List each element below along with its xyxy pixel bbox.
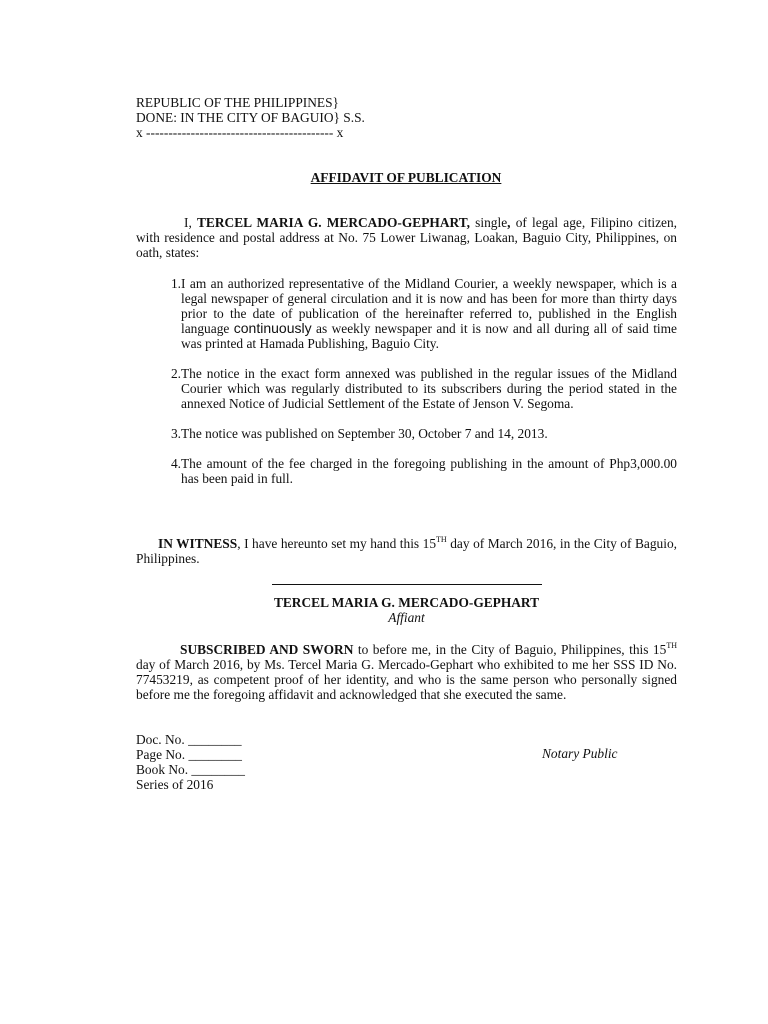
notarial-register	[136, 732, 245, 792]
list-item-number: 3.	[170, 426, 181, 441]
list-item-number: 4.	[170, 456, 181, 471]
intro-civil-status: single	[470, 215, 508, 230]
doc-number: Doc. No. ________	[136, 732, 242, 747]
list-item-text: The notice was published on September 30, October 7 and 14, 2013.	[181, 426, 548, 441]
intro-prefix: I,	[184, 215, 197, 230]
jurat-text: to before me, in the City of Baguio, Philippines, this 15	[353, 642, 667, 657]
witness-text-end: day of March 2016, in the City of Baguio, Philippines.	[136, 536, 677, 566]
list-item-text-part: I am an authorized representative of the Midland Courier, a weekly newspaper, which is a legal newspaper of general circulation and it is now and has been for more than thirty days prior to the date of publication of the hereinafter referred to, published in the English language	[181, 276, 677, 336]
jurat-ordinal: TH	[666, 641, 677, 650]
list-item-text	[181, 276, 677, 351]
list-item	[136, 456, 677, 486]
list-item	[136, 276, 677, 351]
header-line-republic: REPUBLIC OF THE PHILIPPINES}	[136, 95, 339, 110]
list-item-number: 2.	[170, 366, 181, 381]
document-header	[136, 95, 365, 140]
document-title: AFFIDAVIT OF PUBLICATION	[310, 170, 502, 185]
list-item	[136, 426, 677, 441]
intro-comma: ,	[507, 215, 511, 230]
book-number: Book No. ________	[136, 762, 245, 777]
list-item	[136, 366, 677, 411]
list-item-number: 1.	[170, 276, 181, 291]
notary-public-label: Notary Public	[542, 746, 618, 761]
witness-text: , I have hereunto set my hand this 15	[237, 536, 437, 551]
list-item-text: The amount of the fee charged in the foregoing publishing in the amount of Php3,000.00 has been paid in full.	[181, 456, 677, 486]
header-line-city: DONE: IN THE CITY OF BAGUIO} S.S.	[136, 110, 365, 125]
witness-paragraph	[136, 536, 677, 566]
header-line-divider: x ------------------------------------------ x	[136, 125, 344, 140]
signatory-name: TERCEL MARIA G. MERCADO-GEPHART	[273, 595, 540, 610]
intro-rest: of legal age, Filipino citizen, with residence and postal address at No. 75 Lower Liwanag, Loakan, Baguio City, Philippines, on oath, states:	[136, 215, 678, 260]
affiant-name: TERCEL MARIA G. MERCADO-GEPHART,	[197, 215, 470, 230]
intro-paragraph	[136, 215, 677, 260]
series-year: Series of 2016	[136, 777, 214, 792]
list-item-text: The notice in the exact form annexed was published in the regular issues of the Midland Courier which was regularly distributed to its subscribers during the period stated in the annexed Notice of Judicial Settlement of the Estate of Jenson V. Segoma.	[181, 366, 677, 411]
jurat-lead: SUBSCRIBED AND SWORN	[180, 642, 354, 657]
emphasized-word: continuously	[233, 320, 312, 336]
jurat-text-end: day of March 2016, by Ms. Tercel Maria G. Mercado-Gephart who exhibited to me her SSS ID No. 77453219, as competent proof of her identity, and who is the same person who personally signed before me the foregoing affidavit and acknowledged that she executed the same.	[136, 657, 677, 702]
witness-ordinal: TH	[436, 535, 447, 544]
jurat-paragraph	[136, 642, 677, 702]
list-item-text-part: as weekly newspaper and it is now and all during all of said time was printed at Hamada Publishing, Baguio City.	[181, 321, 677, 351]
page-number: Page No. ________	[136, 747, 243, 762]
signatory-role: Affiant	[388, 610, 425, 625]
witness-lead: IN WITNESS	[158, 536, 238, 551]
statements-list	[136, 276, 677, 501]
signature-line	[272, 583, 542, 585]
